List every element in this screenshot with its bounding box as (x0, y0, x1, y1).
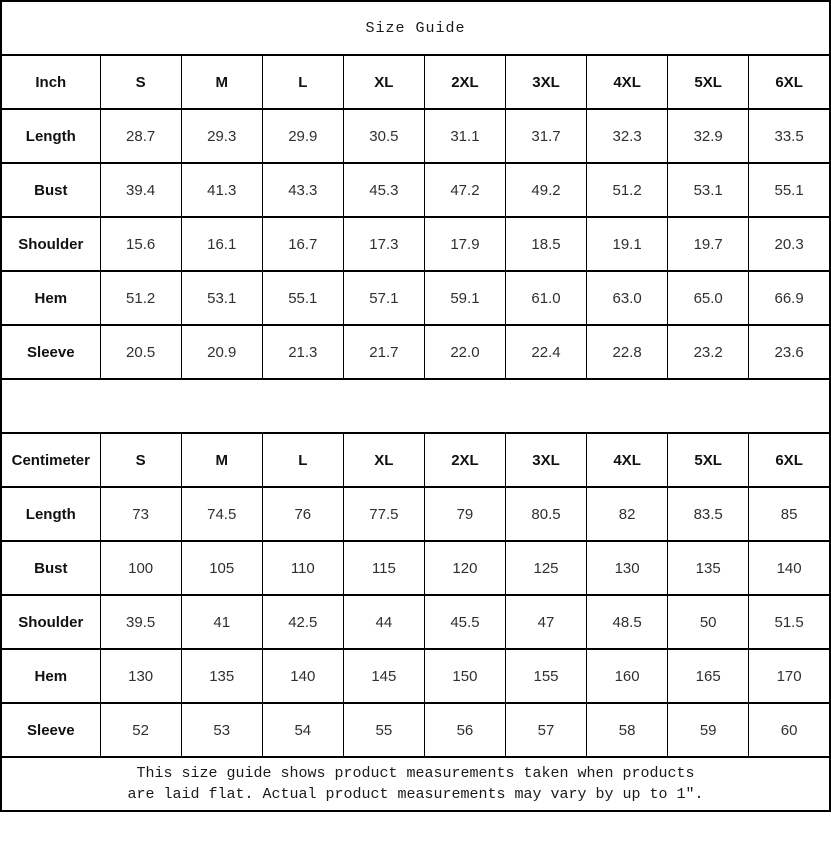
cell: 165 (668, 649, 749, 703)
cell: 17.9 (424, 217, 505, 271)
cell: 51.5 (749, 595, 830, 649)
row-label: Hem (1, 649, 100, 703)
cell: 76 (262, 487, 343, 541)
row-label: Shoulder (1, 217, 100, 271)
cell: 47 (505, 595, 586, 649)
cell: 150 (424, 649, 505, 703)
cell: 60 (749, 703, 830, 757)
cell: 39.5 (100, 595, 181, 649)
cell: 21.3 (262, 325, 343, 379)
table-row (1, 649, 830, 703)
cell: 45.3 (343, 163, 424, 217)
table-row (1, 163, 830, 217)
cell: 77.5 (343, 487, 424, 541)
size-header: S (100, 433, 181, 487)
cell: 135 (668, 541, 749, 595)
cell: 58 (587, 703, 668, 757)
table-row (1, 703, 830, 757)
size-header: XL (343, 55, 424, 109)
cell: 19.7 (668, 217, 749, 271)
table-row (1, 541, 830, 595)
cell: 44 (343, 595, 424, 649)
cell: 43.3 (262, 163, 343, 217)
cell: 135 (181, 649, 262, 703)
cm-header-row (1, 433, 830, 487)
cell: 20.3 (749, 217, 830, 271)
cell: 155 (505, 649, 586, 703)
table-row (1, 109, 830, 163)
size-header: 6XL (749, 55, 830, 109)
size-header: 4XL (587, 55, 668, 109)
cell: 21.7 (343, 325, 424, 379)
size-header: 4XL (587, 433, 668, 487)
table-row (1, 271, 830, 325)
cell: 83.5 (668, 487, 749, 541)
size-header: 2XL (424, 433, 505, 487)
cell: 57.1 (343, 271, 424, 325)
cell: 66.9 (749, 271, 830, 325)
table-row (1, 595, 830, 649)
row-label: Sleeve (1, 703, 100, 757)
size-header: 5XL (668, 55, 749, 109)
cell: 85 (749, 487, 830, 541)
page-title: Size Guide (1, 1, 830, 55)
cell: 45.5 (424, 595, 505, 649)
unit-header-inch: Inch (1, 55, 100, 109)
cell: 80.5 (505, 487, 586, 541)
cell: 56 (424, 703, 505, 757)
size-header: 3XL (505, 55, 586, 109)
cell: 47.2 (424, 163, 505, 217)
cell: 170 (749, 649, 830, 703)
cell: 55.1 (262, 271, 343, 325)
cell: 23.2 (668, 325, 749, 379)
size-header: 3XL (505, 433, 586, 487)
cell: 29.3 (181, 109, 262, 163)
cell: 15.6 (100, 217, 181, 271)
cell: 79 (424, 487, 505, 541)
cell: 22.8 (587, 325, 668, 379)
size-header: 5XL (668, 433, 749, 487)
size-header: L (262, 433, 343, 487)
cell: 51.2 (587, 163, 668, 217)
cell: 17.3 (343, 217, 424, 271)
cell: 30.5 (343, 109, 424, 163)
cell: 41.3 (181, 163, 262, 217)
cell: 32.9 (668, 109, 749, 163)
cell: 50 (668, 595, 749, 649)
cell: 115 (343, 541, 424, 595)
footer-note (1, 757, 830, 811)
row-label: Sleeve (1, 325, 100, 379)
cell: 18.5 (505, 217, 586, 271)
size-header: 6XL (749, 433, 830, 487)
spacer-cell (1, 379, 830, 433)
size-header: S (100, 55, 181, 109)
cell: 29.9 (262, 109, 343, 163)
cell: 39.4 (100, 163, 181, 217)
cell: 53.1 (668, 163, 749, 217)
row-label: Length (1, 487, 100, 541)
cell: 16.1 (181, 217, 262, 271)
cell: 65.0 (668, 271, 749, 325)
size-header: XL (343, 433, 424, 487)
footer-row (1, 757, 830, 811)
cell: 110 (262, 541, 343, 595)
size-header: 2XL (424, 55, 505, 109)
cell: 74.5 (181, 487, 262, 541)
cell: 105 (181, 541, 262, 595)
cell: 49.2 (505, 163, 586, 217)
cell: 125 (505, 541, 586, 595)
cell: 145 (343, 649, 424, 703)
footer-line2: are laid flat. Actual product measurements may vary by up to 1″. (127, 786, 704, 803)
cell: 57 (505, 703, 586, 757)
cell: 100 (100, 541, 181, 595)
cell: 73 (100, 487, 181, 541)
cell: 33.5 (749, 109, 830, 163)
cell: 82 (587, 487, 668, 541)
cell: 63.0 (587, 271, 668, 325)
table-row (1, 487, 830, 541)
cell: 52 (100, 703, 181, 757)
cell: 55.1 (749, 163, 830, 217)
cell: 23.6 (749, 325, 830, 379)
cell: 53.1 (181, 271, 262, 325)
cell: 42.5 (262, 595, 343, 649)
spacer-row (1, 379, 830, 433)
cell: 140 (262, 649, 343, 703)
cell: 20.9 (181, 325, 262, 379)
cell: 22.0 (424, 325, 505, 379)
row-label: Bust (1, 541, 100, 595)
cell: 55 (343, 703, 424, 757)
cell: 59 (668, 703, 749, 757)
size-header: M (181, 55, 262, 109)
cell: 22.4 (505, 325, 586, 379)
cell: 19.1 (587, 217, 668, 271)
row-label: Bust (1, 163, 100, 217)
cell: 32.3 (587, 109, 668, 163)
cell: 20.5 (100, 325, 181, 379)
cell: 59.1 (424, 271, 505, 325)
cell: 31.1 (424, 109, 505, 163)
footer-line1: This size guide shows product measurements taken when products (136, 765, 695, 782)
cell: 16.7 (262, 217, 343, 271)
cell: 51.2 (100, 271, 181, 325)
cell: 130 (587, 541, 668, 595)
title-row (1, 1, 830, 55)
table-row (1, 217, 830, 271)
cell: 54 (262, 703, 343, 757)
row-label: Length (1, 109, 100, 163)
cell: 41 (181, 595, 262, 649)
cell: 120 (424, 541, 505, 595)
cell: 130 (100, 649, 181, 703)
table-row (1, 325, 830, 379)
inch-header-row (1, 55, 830, 109)
cell: 48.5 (587, 595, 668, 649)
cell: 61.0 (505, 271, 586, 325)
size-header: M (181, 433, 262, 487)
cell: 28.7 (100, 109, 181, 163)
row-label: Shoulder (1, 595, 100, 649)
cell: 31.7 (505, 109, 586, 163)
cell: 160 (587, 649, 668, 703)
cell: 53 (181, 703, 262, 757)
row-label: Hem (1, 271, 100, 325)
unit-header-centimeter: Centimeter (1, 433, 100, 487)
cell: 140 (749, 541, 830, 595)
size-header: L (262, 55, 343, 109)
